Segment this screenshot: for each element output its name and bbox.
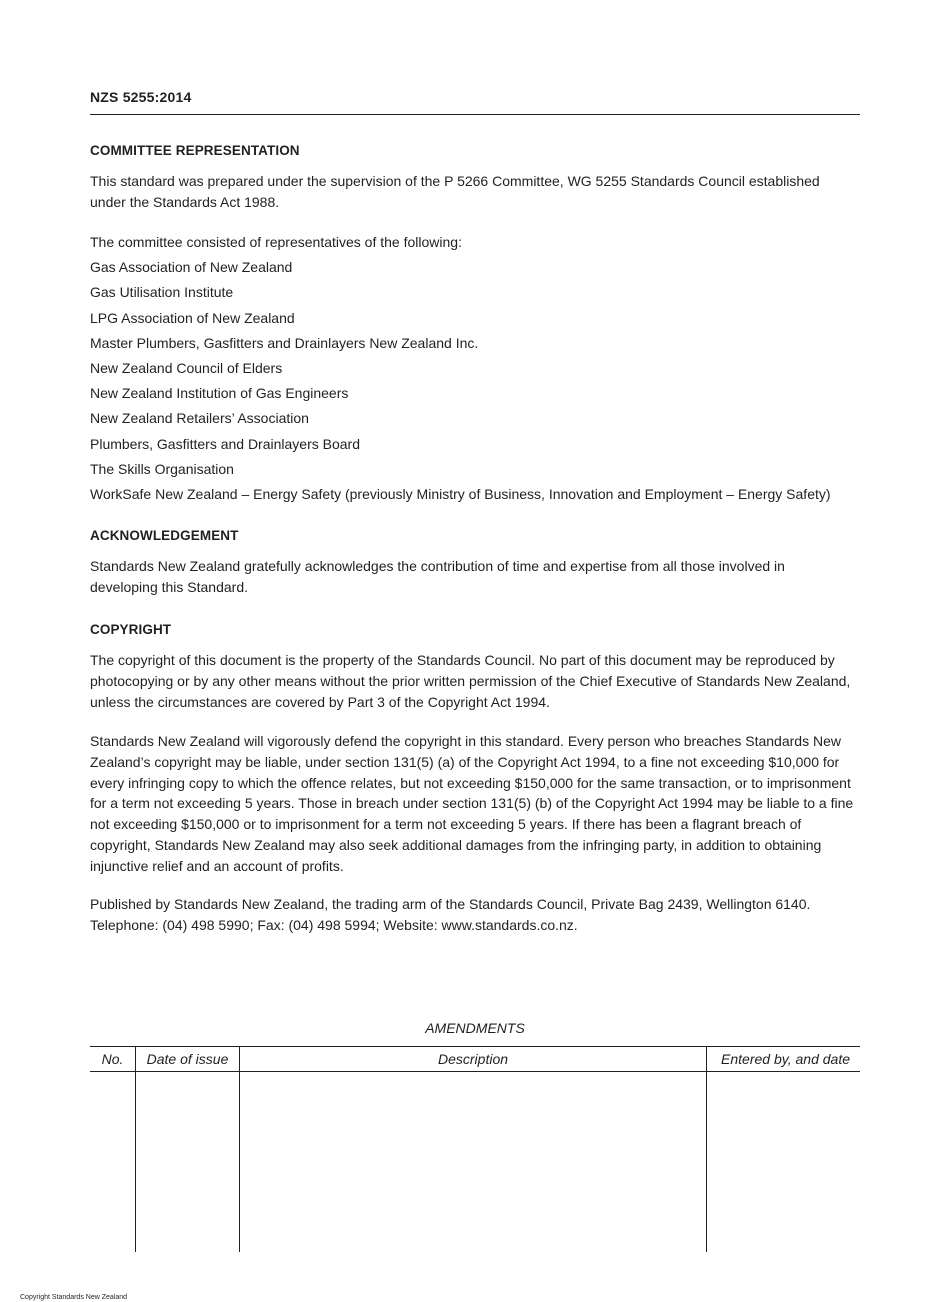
committee-list-intro: The committee consisted of representatives of the following: — [90, 234, 462, 250]
standard-code: NZS 5255:2014 — [90, 89, 192, 105]
list-item: Plumbers, Gasfitters and Drainlayers Board — [90, 435, 360, 452]
copyright-footer: Copyright Standards New Zealand — [20, 1294, 128, 1301]
acknowledgement-text: Standards New Zealand gratefully acknowledges the contribution of time and expertise from all those involved in developing this Standard. — [90, 558, 785, 595]
list-item: WorkSafe New Zealand – Energy Safety (previously Ministry of Business, Innovation and Employment – Energy Safety) — [90, 486, 831, 503]
list-item: The Skills Organisation — [90, 460, 234, 477]
amendments-title: AMENDMENTS — [425, 1020, 525, 1036]
copyright-paragraph-2: Standards New Zealand will vigorously defend the copyright in this standard. Every person who breaches Standards New Zealand’s copyright may be liable, under section 131(5) (a) of the Copyright Act 1994, to a fine not exceeding $10,000 for every infringing copy to which the offence relates, but not exceeding $150,000 for the same transaction, or to imprisonment for a term not exceeding 5 years. Those in breach under section 131(5) (b) of the Copyright Act 1994 may be liable to a fine not exceeding $150,000 or to imprisonment for a term not exceeding 5 years. If there has been a flagrant breach of copyright, Standards New Zealand may also seek additional damages from the infringing party, in addition to obtaining injunctive relief and an account of profits. — [90, 733, 854, 874]
table-cell — [90, 1072, 136, 1253]
copyright-heading: COPYRIGHT — [90, 622, 172, 637]
table-header-row — [90, 1047, 860, 1072]
list-item: Gas Utilisation Institute — [90, 284, 234, 301]
header-divider — [90, 114, 860, 115]
list-item: New Zealand Institution of Gas Engineers — [90, 385, 349, 402]
list-item: Gas Association of New Zealand — [90, 259, 293, 276]
column-header-no: No. — [90, 1047, 136, 1072]
committee-intro: This standard was prepared under the supervision of the P 5266 Committee, WG 5255 Standards Council established under the Standards Act 1988. — [90, 173, 820, 210]
committee-heading: COMMITTEE REPRESENTATION — [90, 143, 300, 158]
committee-member-list — [90, 230, 831, 507]
acknowledgement-heading: ACKNOWLEDGEMENT — [90, 528, 239, 543]
copyright-paragraph-1: The copyright of this document is the property of the Standards Council. No part of this document may be reproduced by photocopying or by any other means without the prior written permission of the Chief Executive of Standards New Zealand, unless the circumstances are covered by Part 3 of the Copyright Act 1994. — [90, 652, 851, 710]
table-row — [90, 1072, 860, 1253]
table-cell — [240, 1072, 707, 1253]
list-item: New Zealand Retailers’ Association — [90, 410, 309, 427]
publisher-info: Published by Standards New Zealand, the trading arm of the Standards Council, Private Bag 2439, Wellington 6140. Telephone: (04) 498 5990; Fax: (04) 498 5994; Website: www.standards.co.nz. — [90, 896, 811, 933]
column-header-entered-by-label: Entered by, and date — [721, 1051, 850, 1067]
column-header-entered-by — [707, 1047, 861, 1072]
list-item: Master Plumbers, Gasfitters and Drainlayers New Zealand Inc. — [90, 334, 479, 351]
amendments-table — [90, 1046, 860, 1252]
list-item: New Zealand Council of Elders — [90, 360, 283, 377]
column-header-description: Description — [240, 1047, 707, 1072]
column-header-date: Date of issue — [136, 1047, 240, 1072]
table-cell — [136, 1072, 240, 1253]
list-item: LPG Association of New Zealand — [90, 309, 295, 326]
table-cell — [707, 1072, 861, 1253]
